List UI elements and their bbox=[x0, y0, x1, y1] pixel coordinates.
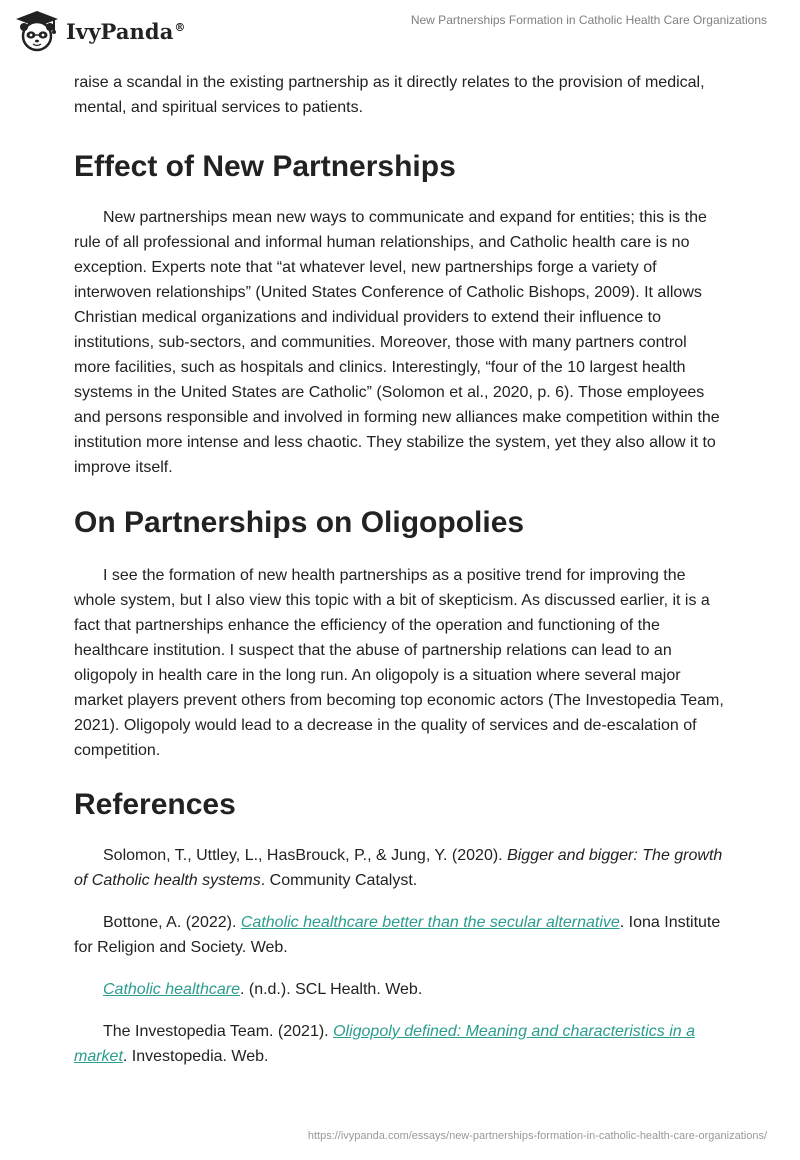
intro-paragraph: raise a scandal in the existing partnership as it directly relates to the provision of medical, mental, and spiritual services to patients. bbox=[74, 74, 705, 116]
section-heading-effect: Effect of New Partnerships bbox=[74, 150, 456, 183]
document-title: New Partnerships Formation in Catholic Health Care Organizations bbox=[410, 13, 767, 27]
reference-item: Catholic healthcare. (n.d.). SCL Health. Web. bbox=[103, 981, 423, 998]
reference-link[interactable]: Catholic healthcare bbox=[103, 981, 240, 998]
reference-item: Bottone, A. (2022). Catholic healthcare better than the secular alternative. Iona Institute for Religion and Society. Web. bbox=[74, 914, 721, 956]
reference-item: The Investopedia Team. (2021). Oligopoly defined: Meaning and characteristics in a market. Investopedia. Web. bbox=[74, 1023, 696, 1065]
reference-link[interactable]: Catholic healthcare better than the secular alternative bbox=[240, 914, 620, 931]
reference-link[interactable]: Oligopoly defined: Meaning and characteristics in a market bbox=[74, 1023, 696, 1065]
brand-name: IvyPanda® bbox=[66, 18, 186, 44]
essay-content bbox=[74, 70, 726, 1086]
references-heading: References bbox=[74, 788, 236, 821]
brand-logo[interactable] bbox=[14, 9, 186, 53]
reference-item: Solomon, T., Uttley, L., HasBrouck, P., & Jung, Y. (2020). Bigger and bigger: The growth of Catholic health systems. Community Catalyst. bbox=[74, 847, 723, 889]
section-paragraph-effect: New partnerships mean new ways to communicate and expand for entities; this is the rule of all professional and informal human relationships, and Catholic health care is no exception. Experts note that “at whatever level, new partnerships forge a variety of interwoven relationships” (United States Conference of Catholic Bishops, 2009). It allows Christian medical organizations and individual providers to extend their influence to institutions, sub-sectors, and communities. Moreover, those with many partners control more facilities, such as hospitals and clinics. Interestingly, “four of the 10 largest health systems in the United States are Catholic” (Solomon et al., 2020, p. 6). Those employees and persons responsible and involved in forming new alliances make competition within the institution more intense and less chaotic. They stabilize the system, yet they also allow it to improve itself. bbox=[74, 209, 720, 476]
section-paragraph-oligopolies: I see the formation of new health partnerships as a positive trend for improving the whole system, but I also view this topic with a bit of skepticism. As discussed earlier, it is a fact that partnerships enhance the efficiency of the operation and functioning of the healthcare institution. I suspect that the abuse of partnership relations can lead to an oligopoly in health care in the long run. An oligopoly is a situation where several major market players prevent others from becoming top economic actors (The Investopedia Team, 2021). Oligopoly would lead to a decrease in the quality of services and de-escalation of competition. bbox=[74, 567, 724, 759]
page-header bbox=[0, 0, 800, 62]
panda-graduate-icon bbox=[14, 9, 60, 53]
section-heading-oligopolies: On Partnerships on Oligopolies bbox=[74, 506, 525, 539]
footer-url: https://ivypanda.com/essays/new-partnerships-formation-in-catholic-health-care-organizations/ bbox=[307, 1130, 767, 1142]
